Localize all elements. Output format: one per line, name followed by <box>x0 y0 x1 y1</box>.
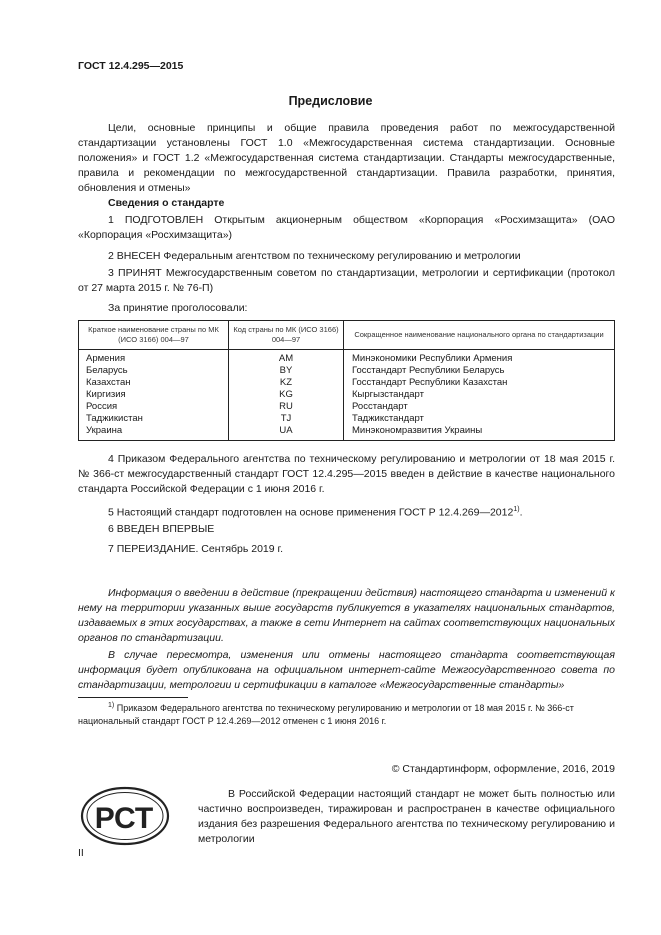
document-header: ГОСТ 12.4.295—2015 <box>78 60 184 72</box>
cell-body: Кыргызстандарт <box>344 389 615 401</box>
table-row <box>79 425 615 441</box>
item-first-introduced: 6 ВВЕДЕН ВПЕРВЫЕ <box>108 523 215 535</box>
column-header-code: Код страны по МК (ИСО 3166) 004—97 <box>229 321 344 350</box>
notice-paragraph-2: В случае пересмотра, изменения или отмены настоящего стандарта соответствующая информация будет опубликована на официальном интернет-сайте Межгосударственного совета по стандартизации, метрологии и сертификации в каталоге «Межгосударственные стандарты» <box>78 649 615 691</box>
cell-country: Таджикистан <box>79 413 229 425</box>
cell-body: Таджикстандарт <box>344 413 615 425</box>
footnote-text: Приказом Федерального агентства по техническому регулированию и метрологии от 18 мая 2015 г. № 366-ст национальный стандарт ГОСТ Р 12.4.269—2012 отменен с 1 июня 2016 г. <box>78 703 574 726</box>
table-row <box>79 377 615 389</box>
item-prepared: 1 ПОДГОТОВЛЕН Открытым акционерным обществом «Корпорация «Росхимзащита» (ОАО «Корпорация «Росхимзащита») <box>78 214 615 241</box>
cell-code: KG <box>229 389 344 401</box>
cell-country: Киргизия <box>79 389 229 401</box>
table-row <box>79 389 615 401</box>
notice-paragraph-1: Информация о введении в действие (прекращении действия) настоящего стандарта и изменений к нему на территории указанных выше государств публикуется в указателях национальных стандартов, издаваемых в этих государствах, а также в сети Интернет на сайтах соответствующих национальных органов по стандартизации. <box>78 587 615 644</box>
cell-country: Казахстан <box>79 377 229 389</box>
cell-body: Росстандарт <box>344 401 615 413</box>
cell-country: Беларусь <box>79 365 229 377</box>
standard-info-heading: Сведения о стандарте <box>108 197 225 209</box>
footnote-divider <box>78 697 188 698</box>
table-row <box>79 401 615 413</box>
item-adopted: 3 ПРИНЯТ Межгосударственным советом по стандартизации, метрологии и сертификации (протокол от 27 марта 2015 г. № 76-П) <box>78 267 615 294</box>
table-row <box>79 365 615 377</box>
footnote <box>78 699 615 728</box>
cell-code: UA <box>229 425 344 441</box>
item-based-on <box>78 502 615 521</box>
country-table <box>78 320 615 441</box>
cell-body: Минэкономики Республики Армения <box>344 350 615 366</box>
footnote-mark: 1) <box>108 702 115 709</box>
cell-body: Госстандарт Республики Казахстан <box>344 377 615 389</box>
page-title: Предисловие <box>288 94 373 108</box>
cell-country: Армения <box>79 350 229 366</box>
cell-country: Россия <box>79 401 229 413</box>
table-row <box>79 350 615 366</box>
reproduction-notice: В Российской Федерации настоящий стандарт не может быть полностью или частично воспроизведен, тиражирован и распространен в качестве официального издания без разрешения Федерального агентства по техническому регулированию и метрологии <box>198 788 615 845</box>
item-enacted: 4 Приказом Федерального агентства по техническому регулированию и метрологии от 18 мая 2015 г. № 366-ст межгосударственный стандарт ГОСТ 12.4.295—2015 введен в действие в качестве национального стандарта Российской Федерации с 1 июня 2016 г. <box>78 453 615 495</box>
footnote-ref: 1) <box>513 506 520 513</box>
item-based-on-end: . <box>519 506 523 519</box>
cell-country: Украина <box>79 425 229 441</box>
rst-certification-mark-icon <box>80 786 170 846</box>
table-row <box>79 413 615 425</box>
item-based-on-text: 5 Настоящий стандарт подготовлен на основе применения ГОСТ Р 12.4.269—2012 <box>108 506 514 519</box>
cell-code: RU <box>229 401 344 413</box>
cell-code: KZ <box>229 377 344 389</box>
page-number: II <box>78 847 84 859</box>
cell-code: AM <box>229 350 344 366</box>
intro-paragraph: Цели, основные принципы и общие правила проведения работ по межгосударственной стандартизации установлены ГОСТ 1.0 «Межгосударственная система стандартизации. Основные положения» и ГОСТ 1.2 «Межгосударственная система стандартизации. Стандарты межгосударственные, правила и рекомендации по межгосударственной стандартизации. Правила разработки, принятия, обновления и отмены» <box>78 122 615 194</box>
item-reissue: 7 ПЕРЕИЗДАНИЕ. Сентябрь 2019 г. <box>108 543 283 555</box>
logo-letters: РСТ <box>94 802 154 835</box>
cell-body: Госстандарт Республики Беларусь <box>344 365 615 377</box>
column-header-body: Сокращенное наименование национального органа по стандартизации <box>344 321 615 350</box>
cell-code: BY <box>229 365 344 377</box>
cell-code: TJ <box>229 413 344 425</box>
cell-body: Минэкономразвития Украины <box>344 425 615 441</box>
item-introduced: 2 ВНЕСЕН Федеральным агентством по техническому регулированию и метрологии <box>108 250 521 262</box>
table-header-row <box>79 321 615 350</box>
voted-label: За принятие проголосовали: <box>108 302 248 314</box>
copyright-line: © Стандартинформ, оформление, 2016, 2019 <box>391 763 615 775</box>
column-header-country: Краткое наименование страны по МК (ИСО 3166) 004—97 <box>79 321 229 350</box>
